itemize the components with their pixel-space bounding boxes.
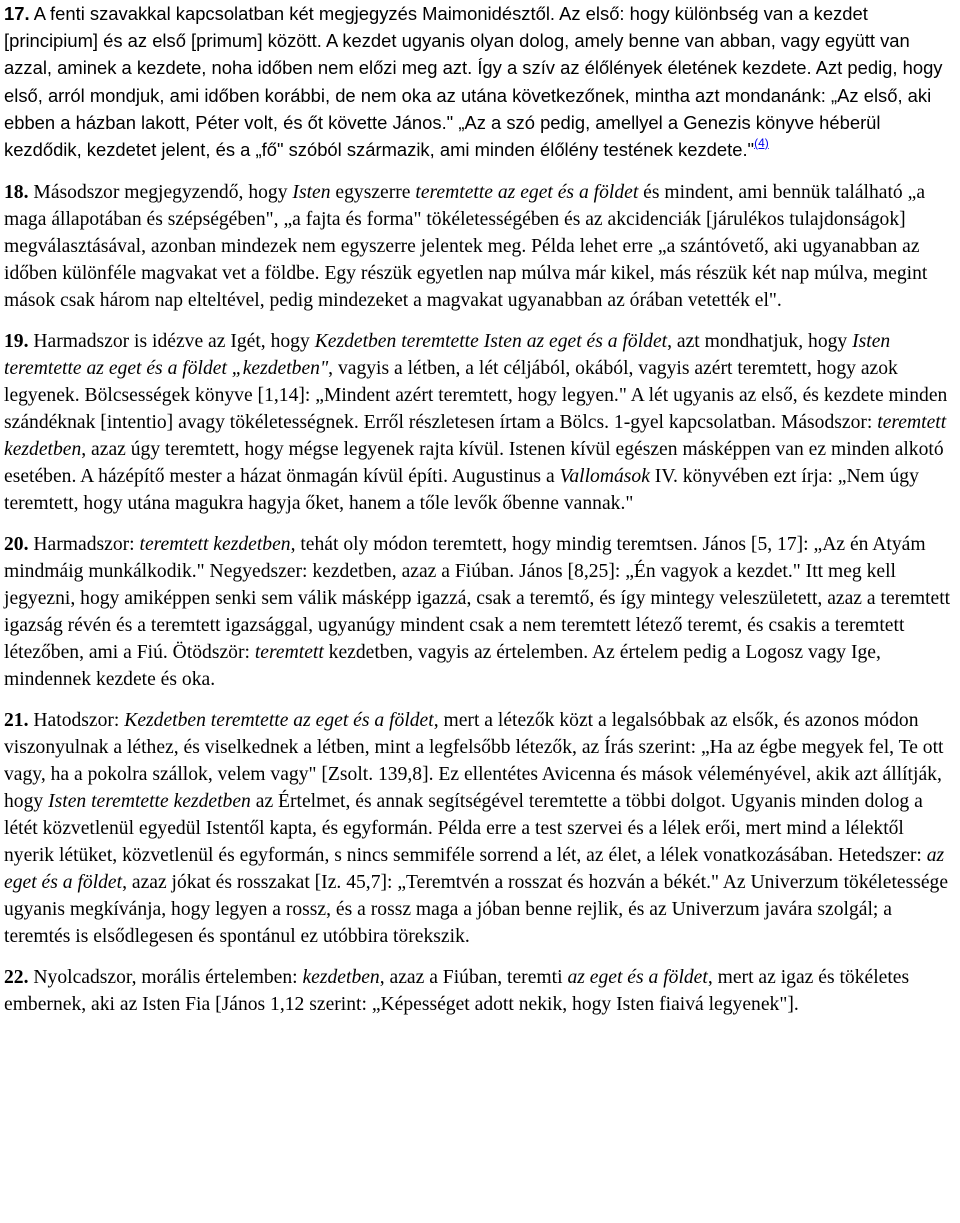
- paragraph-text: Nyolcadszor, morális értelemben:: [28, 967, 303, 989]
- italic-text: az eget és a földet: [4, 845, 945, 894]
- paragraph-text: , azt mondhatjuk, hogy: [667, 331, 853, 353]
- paragraph-text: , azaz jókat és rosszakat [Iz. 45,7]: „Teremtvén a rosszat és hozván a békét." Az Univerzum tökéletessége ugyanis megkívánja, hogy legyen a rossz, és a rossz maga a jóban benne rejlik, és az Univerzum javára szolgál; a teremtés is elsődlegesen és spontánul ez utóbbira törekszik.: [4, 872, 949, 948]
- paragraph-number: 19.: [4, 331, 29, 353]
- paragraph-22: [4, 964, 956, 1018]
- italic-text: Isten teremtette kezdetben: [48, 791, 251, 813]
- paragraph-text: , tehát oly módon teremtett, hogy mindig teremtsen. János [5, 17]: „Az én Atyám mindmáig munkálkodik." Negyedszer: kezdetben, azaz a Fiúban. János [8,25]: „Én vagyok a kezdet." Itt meg kell jegyezni, hogy amiképpen senki sem válik másképp igazzá, csak a teremtő, és így mintegy veleszületett, azaz a teremtett igazság révén és a teremtett igazsággal, ugyanúgy mindent csak a nem teremtett létező teremt, és csakis a teremtett létezőben, ami a Fiú. Ötödször:: [4, 534, 951, 664]
- paragraph-text: egyszerre: [330, 182, 416, 204]
- paragraph-text: , azaz a Fiúban, teremti: [379, 967, 568, 989]
- paragraph-text: IV. könyvében ezt írja: „Nem úgy teremtett, hogy utána magukra hagyja őket, hanem a tőle levők őbenne vannak.": [4, 466, 919, 515]
- footnote-link[interactable]: (4): [754, 136, 769, 151]
- italic-text: teremtette az eget és a földet: [415, 182, 639, 204]
- paragraph-text: , mert az igaz és tökéletes embernek, aki az Isten Fia [János 1,12 szerint: „Képességet adott nekik, hogy Isten fiaivá legyenek"].: [4, 967, 910, 1016]
- paragraph-18: [4, 179, 956, 314]
- paragraph-text: az Értelmet, és annak segítségével teremtette a többi dolgot. Ugyanis minden dolog a létét közvetlenül egyedül Istentől kapta, és egyformán. Példa erre a test szervei és a lélek erői, mert mind a lélektől nyerik létüket, közvetlenül és egyformán, s nincs semmiféle sorrend a lét, az élet, a lélek vonatkozásában. Hetedszer:: [4, 791, 927, 867]
- paragraph-number: 20.: [4, 534, 29, 556]
- paragraph-text: , vagyis a létben, a lét céljából, okából, vagyis azért teremtett, hogy azok legyenek. Bölcsességek könyve [1,14]: „Mindent azért teremtett, hogy legyen." A lét ugyanis az első, és kezdete minden szándéknak [intentio] avagy tökéletességnek. Erről részletesen írtam a Bölcs. 1-gyel kapcsolatban. Másodszor:: [4, 358, 948, 434]
- paragraph-21: [4, 707, 956, 950]
- paragraph-text: , mert a létezők közt a legalsóbbak az elsők, és azonos módon viszonyulnak a léthez, és viselkednek a létben, mint a legfelsőbb létezők, az Írás szerint: „Ha az égbe megyek fel, Te ott vagy, ha a pokolra szállok, velem vagy" [Zsolt. 139,8]. Ez ellentétes Avicenna és mások véleményével, akik azt állítják, hogy: [4, 710, 944, 813]
- paragraph-number: 18.: [4, 182, 29, 204]
- italic-text: Kezdetben teremtette az eget és a földet: [124, 710, 434, 732]
- paragraph-text: Másodszor megjegyzendő, hogy: [28, 182, 293, 204]
- paragraph-text: , azaz úgy teremtett, hogy mégse legyenek rajta kívül. Istenen kívül egészen másképpen van ez minden alkotó esetében. A házépítő mester a házat önmagán kívül építi. Augustinus a: [4, 439, 944, 488]
- italic-text: teremtett kezdetben: [4, 412, 947, 461]
- paragraph-number: 17.: [4, 3, 30, 24]
- italic-text: Vallomások: [559, 466, 650, 488]
- paragraph-text: és mindent, ami bennük található „a maga állapotában és szépségében", „a fajta és forma" tökéletességében és az akcidenciák [járulékos tulajdonságok] megválasztásával, azonban mindezek nem egyszerre jelentek meg. Példa lehet erre „a szántóvető, aki ugyanabban az időben különféle magvakat vet a földbe. Egy részük egyetlen nap múlva már kikel, más részük két nap múlva, megint mások csak három nap elteltével, pedig mindezeket a magvakat ugyanabban az órában vetették el".: [4, 182, 928, 312]
- italic-text: az eget és a földet: [567, 967, 708, 989]
- italic-text: Isten teremtette az eget és a földet „kezdetben": [4, 331, 891, 380]
- paragraph-19: [4, 328, 956, 517]
- paragraph-20: [4, 531, 956, 693]
- paragraph-number: 21.: [4, 710, 29, 732]
- italic-text: kezdetben: [302, 967, 380, 989]
- paragraph-text: A fenti szavakkal kapcsolatban két megjegyzés Maimonidésztől. Az első: hogy különbség van a kezdet [principium] és az első [primum] között. A kezdet ugyanis olyan dolog, amely benne van abban, vagy együtt van azzal, aminek a kezdete, noha időben nem előzi meg azt. Így a szív az élőlények életének kezdete. Azt pedig, hogy első, arról mondjuk, ami időben korábbi, de nem oka az utána következőnek, mintha azt mondanánk: „Az első, aki ebben a házban lakott, Péter volt, és őt követte János." „Az a szó pedig, amellyel a Genezis könyve héberül kezdődik, kezdetet jelent, és a „fő" szóból származik, ami minden élőlény testének kezdete.": [4, 3, 943, 161]
- italic-text: Isten: [292, 182, 331, 204]
- paragraph-text: kezdetben, vagyis az értelemben. Az értelem pedig a Logosz vagy Ige, mindennek kezdete és oka.: [4, 642, 881, 691]
- paragraph-17: [4, 0, 956, 163]
- footnote-ref: [754, 136, 769, 150]
- paragraph-text: Harmadszor is idézve az Igét, hogy: [28, 331, 315, 353]
- italic-text: Kezdetben teremtette Isten az eget és a földet: [314, 331, 668, 353]
- italic-text: teremtett kezdetben: [139, 534, 291, 556]
- paragraph-text: Harmadszor:: [28, 534, 140, 556]
- italic-text: teremtett: [254, 642, 324, 664]
- paragraph-text: Hatodszor:: [28, 710, 125, 732]
- paragraph-number: 22.: [4, 967, 29, 989]
